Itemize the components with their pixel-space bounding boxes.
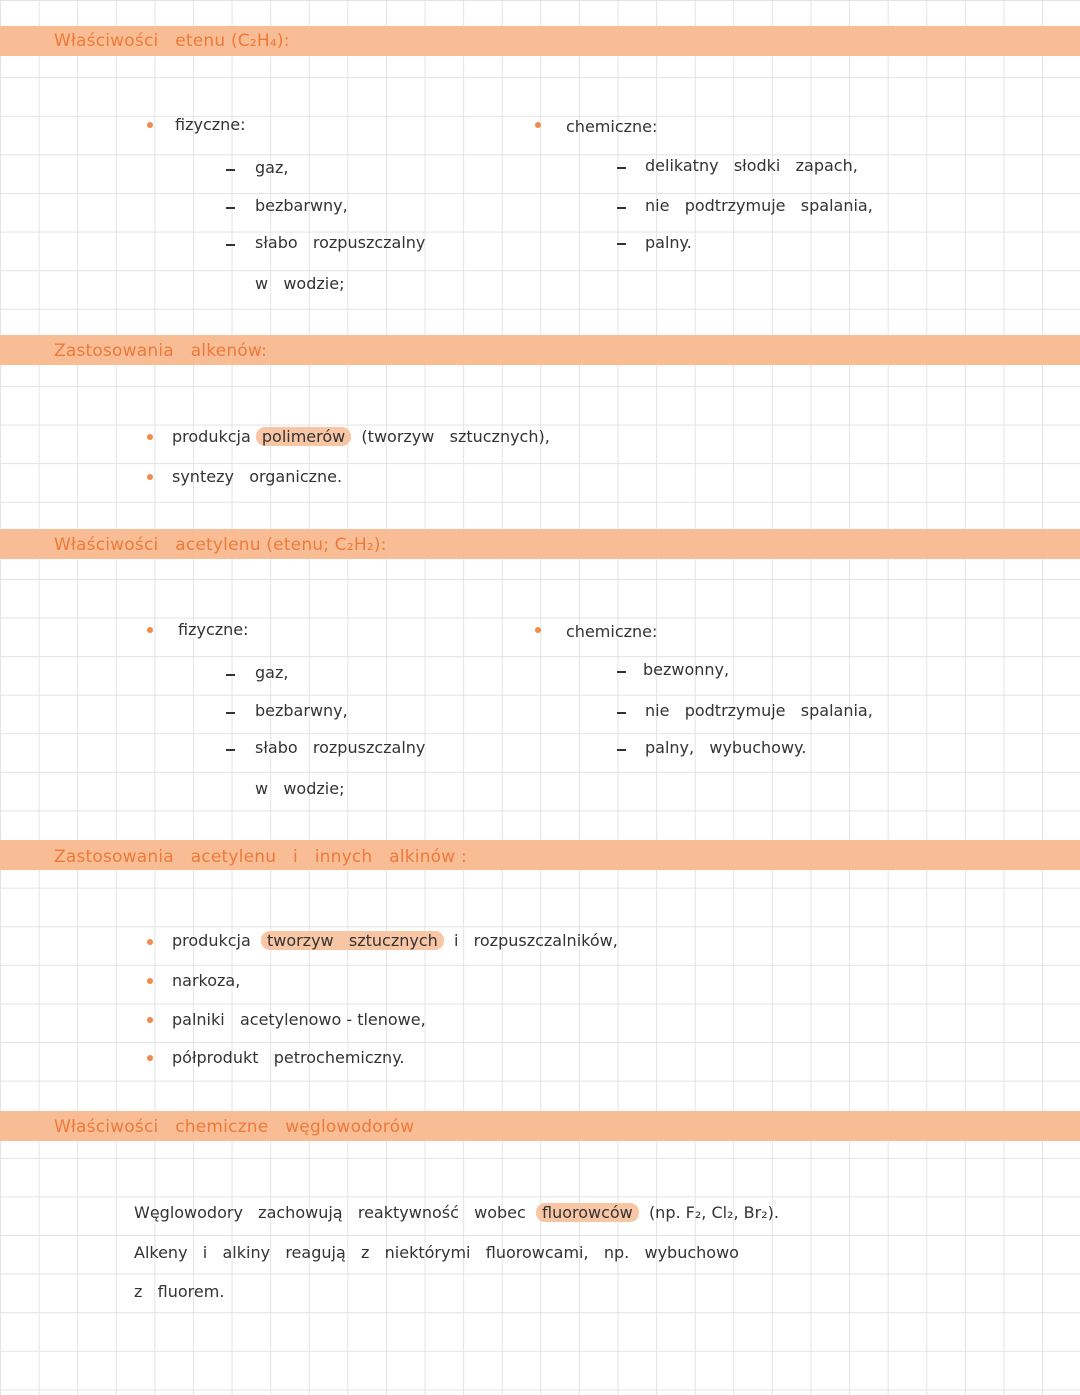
bullet-icon <box>147 939 153 945</box>
section-heading: Właściwości etenu (C₂H₄): <box>54 31 290 51</box>
list-item: syntezy organiczne. <box>172 467 343 486</box>
physical-label: fizyczne: <box>178 620 249 639</box>
dash-icon <box>617 749 626 751</box>
dash-icon <box>617 167 626 169</box>
list-item: nie podtrzymuje spalania, <box>645 196 873 215</box>
highlight: polimerów <box>256 427 351 446</box>
list-item: produkcja tworzyw sztucznych i rozpuszczalników, <box>172 931 618 950</box>
bullet-icon <box>147 434 153 440</box>
physical-label: fizyczne: <box>175 115 246 134</box>
dash-icon <box>617 207 626 209</box>
list-item: w wodzie; <box>255 274 345 293</box>
dash-icon <box>226 207 235 209</box>
bullet-icon <box>147 978 153 984</box>
bullet-icon <box>147 122 153 128</box>
section-heading: Właściwości acetylenu (etenu; C₂H₂): <box>54 535 387 555</box>
bullet-icon <box>535 122 541 128</box>
dash-icon <box>226 244 235 246</box>
list-item: palny, wybuchowy. <box>645 738 807 757</box>
highlight: fluorowców <box>536 1203 639 1222</box>
section-heading: Zastosowania alkenów: <box>54 341 268 361</box>
list-item: gaz, <box>255 663 289 682</box>
section-heading: Właściwości chemiczne węglowodorów <box>54 1117 415 1137</box>
dash-icon <box>226 712 235 714</box>
dash-icon <box>617 671 626 673</box>
list-item: słabo rozpuszczalny <box>255 233 426 252</box>
bullet-icon <box>535 627 541 633</box>
chemical-label: chemiczne: <box>566 622 658 641</box>
section-heading: Zastosowania acetylenu i innych alkinów : <box>54 847 467 867</box>
list-item: półprodukt petrochemiczny. <box>172 1048 405 1067</box>
bullet-icon <box>147 627 153 633</box>
list-item: produkcja polimerów (tworzyw sztucznych), <box>172 427 550 446</box>
list-item: narkoza, <box>172 971 241 990</box>
paragraph-line: Węglowodory zachowują reaktywność wobec fluorowców (np. F₂, Cl₂, Br₂). <box>134 1203 779 1222</box>
paragraph-line: z fluorem. <box>134 1282 225 1301</box>
list-item: delikatny słodki zapach, <box>645 156 858 175</box>
highlight: tworzyw sztucznych <box>261 931 444 950</box>
dash-icon <box>226 169 235 171</box>
paragraph-line: Alkeny i alkiny reagują z niektórymi fluorowcami, np. wybuchowo <box>134 1243 739 1262</box>
list-item: gaz, <box>255 158 289 177</box>
list-item: nie podtrzymuje spalania, <box>645 701 873 720</box>
dash-icon <box>617 712 626 714</box>
list-item: palny. <box>645 233 692 252</box>
list-item: bezbarwny, <box>255 196 348 215</box>
list-item: w wodzie; <box>255 779 345 798</box>
list-item: palniki acetylenowo - tlenowe, <box>172 1010 426 1029</box>
list-item: bezbarwny, <box>255 701 348 720</box>
bullet-icon <box>147 1055 153 1061</box>
dash-icon <box>226 749 235 751</box>
list-item: słabo rozpuszczalny <box>255 738 426 757</box>
bullet-icon <box>147 1017 153 1023</box>
bullet-icon <box>147 474 153 480</box>
dash-icon <box>226 674 235 676</box>
chemical-label: chemiczne: <box>566 117 658 136</box>
list-item: bezwonny, <box>643 660 730 679</box>
dash-icon <box>617 243 626 245</box>
